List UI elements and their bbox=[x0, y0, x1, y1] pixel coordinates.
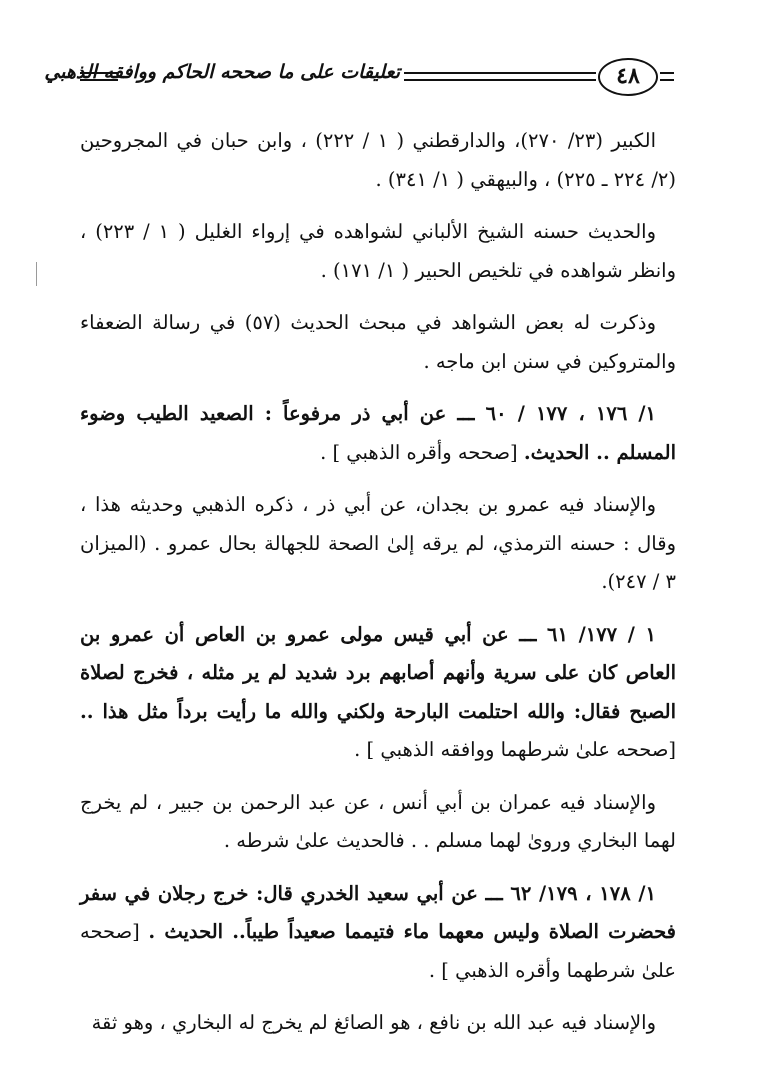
hadith-entry bbox=[80, 616, 676, 770]
hadith-entry bbox=[80, 875, 676, 991]
paragraph: الكبير (٢٣/ ٢٧٠)، والدارقطني ( ١ / ٢٢٢) ، وابن حبان في المجروحين (٢/ ٢٢٤ ـ ٢٢٥) ، والبيهقي ( ١/ ٣٤١) . bbox=[80, 129, 676, 191]
hadith-reference: ١/ ١٧٨ ، ١٧٩/ ٦٢ ـــ bbox=[485, 881, 657, 905]
hadith-reference: ١ / ١٧٧/ ٦١ ـــ bbox=[519, 622, 656, 646]
paragraph: وذكرت له بعض الشواهد في مبحث الحديث (٥٧) في رسالة الضعفاء والمتروكين في سنن ابن ماجه . bbox=[80, 311, 676, 373]
hadith-entry bbox=[80, 395, 676, 472]
hadith-ruling: [صححه علىٰ شرطهما ووافقه الذهبي ] . bbox=[354, 738, 676, 761]
header-rule-right bbox=[404, 72, 596, 81]
header-rule-tail bbox=[660, 72, 674, 81]
hadith-text: عن أبي سعيد الخدري قال: خرج رجلان في سفر فحضرت الصلاة وليس معهما ماء فتيمما صعيداً طيباً.. الحديث . bbox=[80, 881, 676, 943]
margin-mark bbox=[36, 262, 37, 286]
paragraph: والحديث حسنه الشيخ الألباني لشواهده في إرواء الغليل ( ١ / ٢٢٣) ، وانظر شواهده في تلخيص الحبير ( ١/ ١٧١) . bbox=[80, 220, 676, 282]
hadith-text: عن أبي قيس مولى عمرو بن العاص أن عمرو بن العاص كان على سرية وأنهم أصابهم برد شديد لم ير مثله ، فخرج لصلاة الصبح فقال: والله احتلمت البارحة ولكني والله ما رأيت برداً مثل هذا .. bbox=[80, 622, 676, 723]
page-number: ٤٨ bbox=[598, 58, 658, 96]
hadith-ruling: [صححه علىٰ شرطهما وأقره الذهبي ] . bbox=[80, 920, 676, 982]
page-header bbox=[0, 0, 768, 110]
paragraph: والإسناد فيه عمرو بن بجدان، عن أبي ذر ، ذكره الذهبي وحديثه هذا ، وقال : حسنه الترمذي، لم يرقه إلىٰ الصحة للجهالة بحال عمرو . (الميزان ٣ / ٢٤٧). bbox=[80, 493, 676, 593]
page-body bbox=[80, 122, 676, 1057]
paragraph: والإسناد فيه عمران بن أبي أنس ، عن عبد الرحمن بن جبير ، لم يخرج لهما البخاري وروىٰ لهما مسلم . . فالحديث علىٰ شرطه . bbox=[80, 790, 676, 852]
paragraph: والإسناد فيه عبد الله بن نافع ، هو الصائغ لم يخرج له البخاري ، وهو ثقة bbox=[91, 1011, 656, 1034]
hadith-text: عن أبي ذر مرفوعاً : الصعيد الطيب وضوء المسلم .. الحديث. bbox=[80, 402, 676, 464]
hadith-ruling: [صححه وأقره الذهبي ] . bbox=[320, 440, 524, 464]
hadith-reference: ١/ ١٧٦ ، ١٧٧ / ٦٠ ـــ bbox=[457, 402, 657, 425]
running-title: تعليقات على ما صححه الحاكم ووافقه الذهبي bbox=[44, 61, 400, 83]
